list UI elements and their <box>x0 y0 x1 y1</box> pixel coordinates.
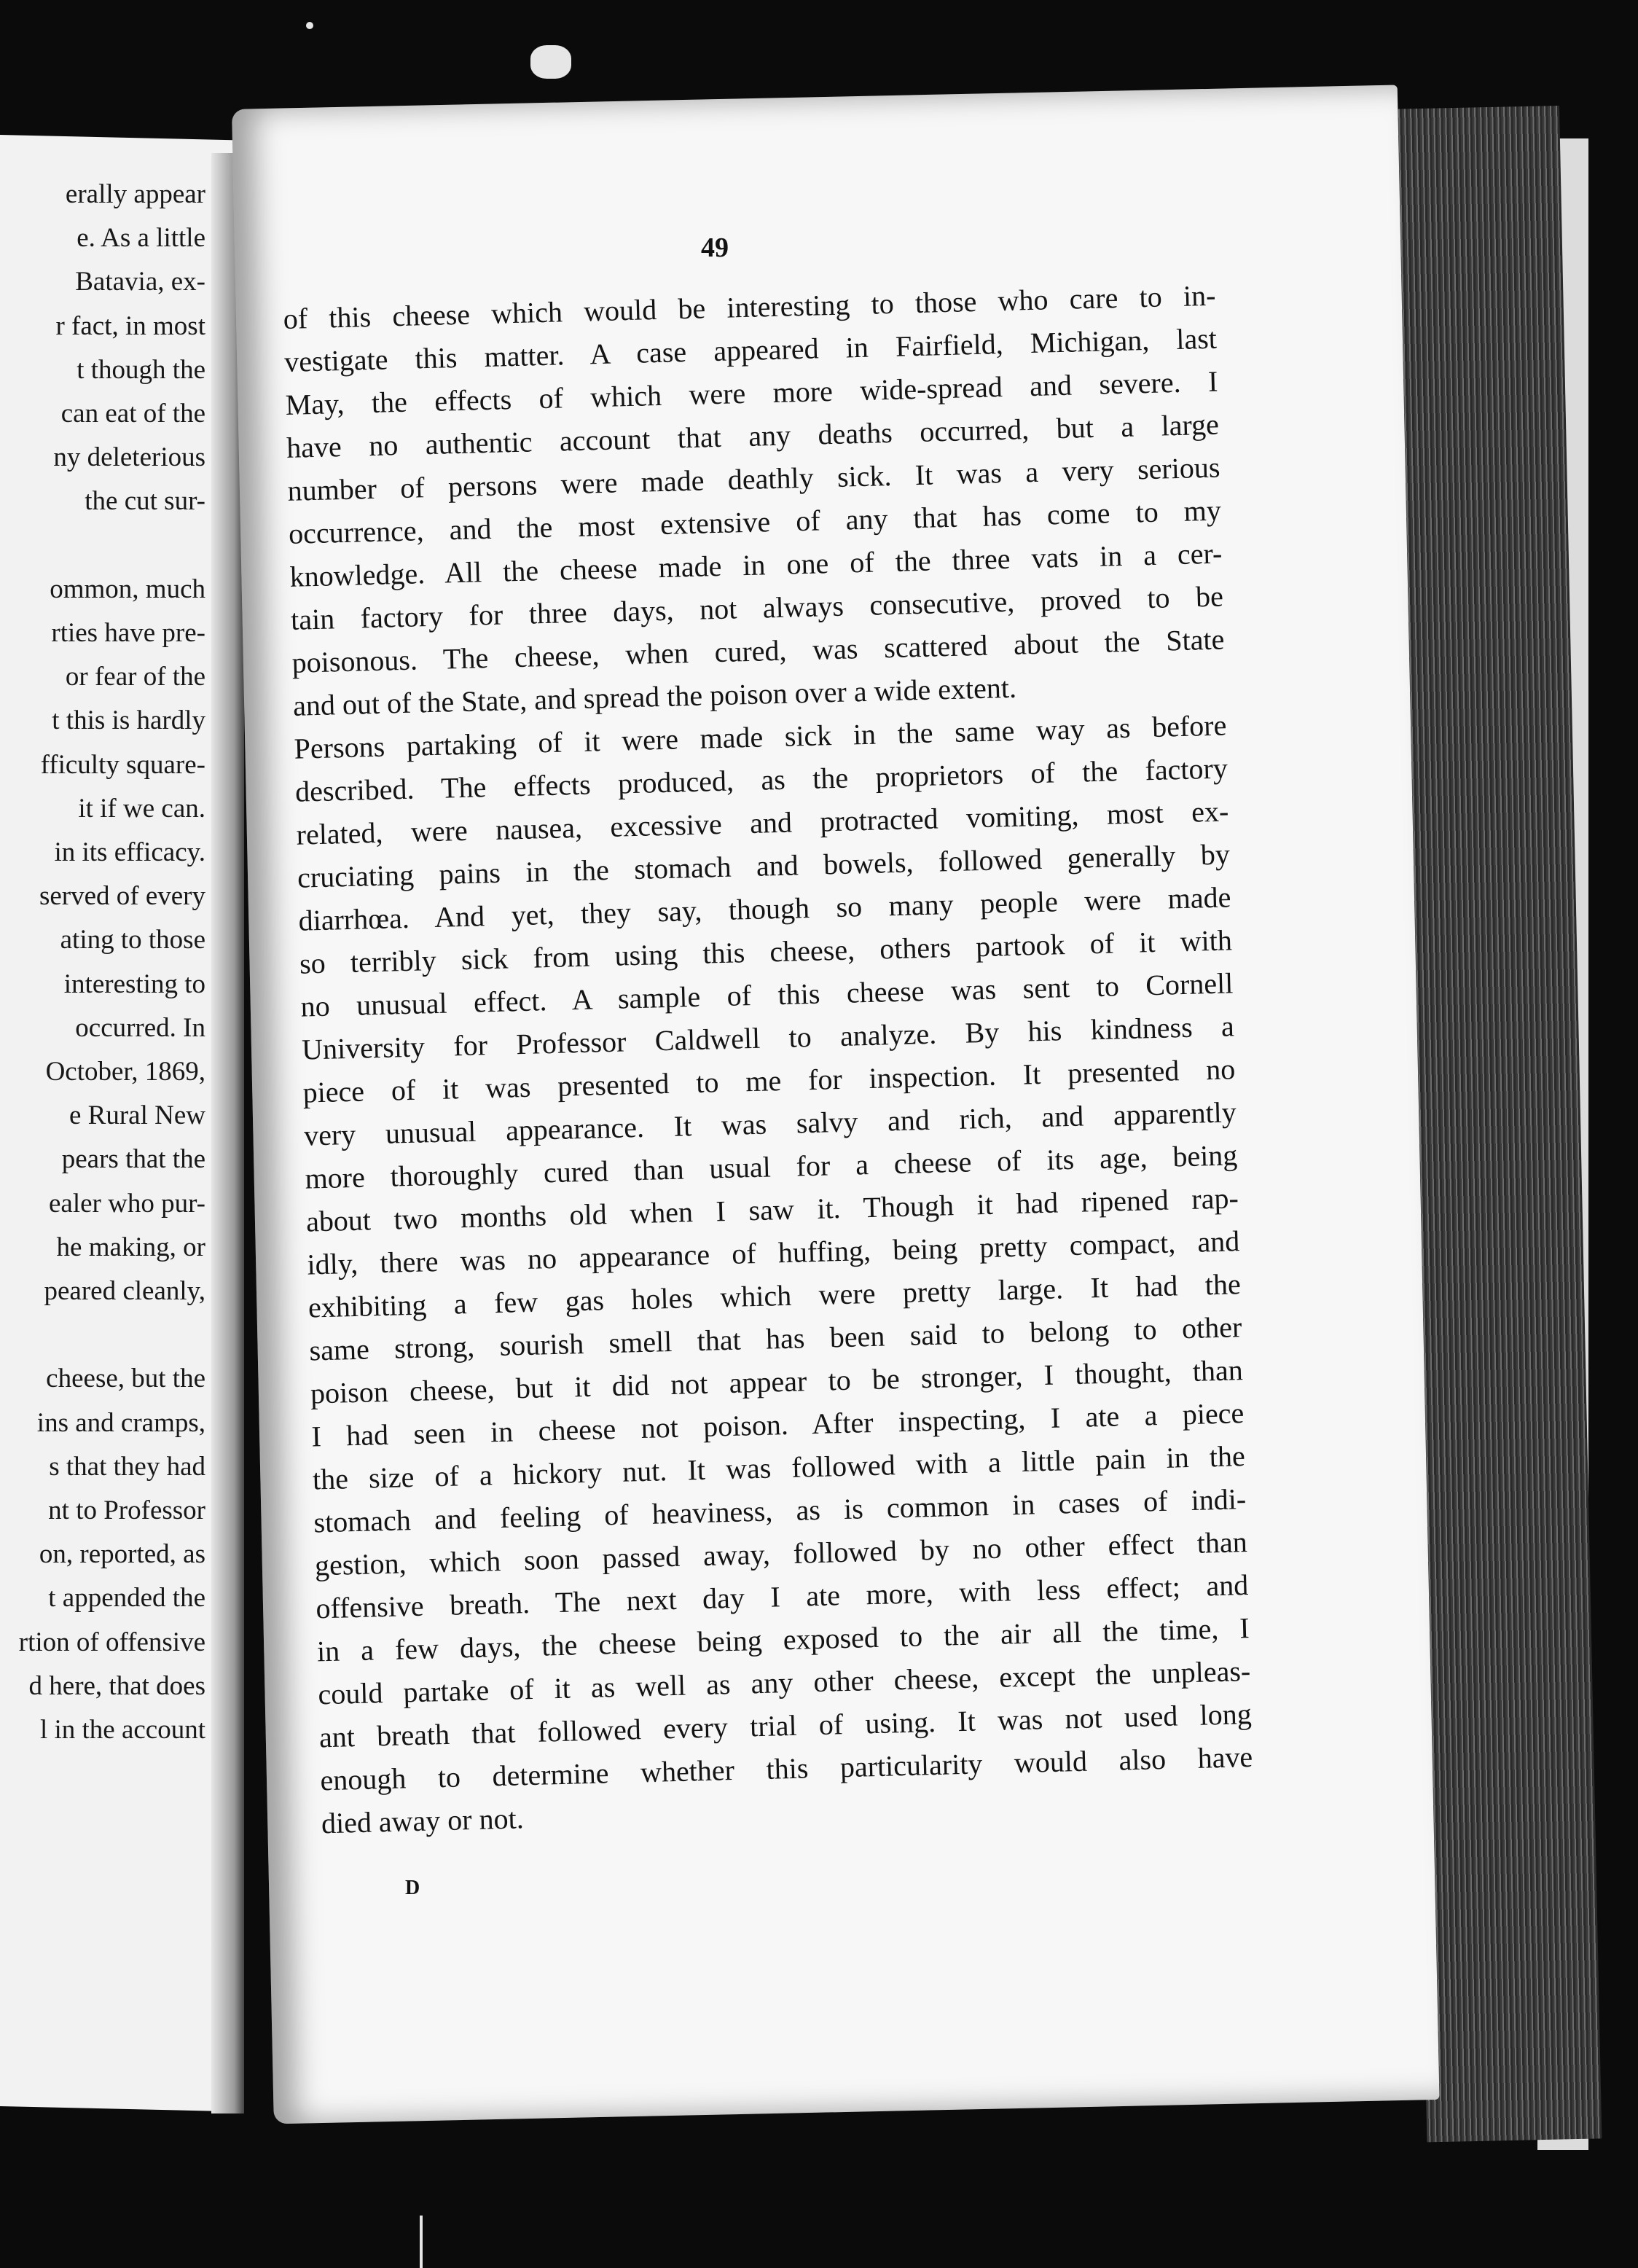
left-page-line: it if we can. <box>78 793 205 824</box>
left-page-line: s that they had <box>49 1451 205 1482</box>
body-line: Persons partaking of it were made sick in the same way as before <box>294 708 1227 765</box>
dust-speck <box>420 2216 423 2268</box>
body-line: so terribly sick from using this cheese, others partook of it with <box>299 923 1233 980</box>
body-line: cruciating pains in the stomach and bowels, followed generally by <box>297 837 1231 894</box>
left-page-line: in its efficacy. <box>54 837 205 867</box>
left-page-line: can eat of the <box>60 399 205 429</box>
body-line: same strong, sourish smell that has been said to belong to other <box>309 1310 1242 1367</box>
left-page-line: t though the <box>77 354 205 385</box>
body-line: exhibiting a few gas holes which were pretty large. It had the <box>307 1267 1242 1324</box>
left-page-line: l in the account <box>39 1715 205 1745</box>
left-page-line: ommon, much <box>50 574 205 604</box>
body-line: offensive breath. The next day I ate more, with less effect; and <box>315 1568 1249 1625</box>
left-page-line: ealer who pur- <box>49 1188 205 1219</box>
left-page-line: r fact, in most <box>55 310 205 341</box>
body-line: May, the effects of which were more wide-spread and severe. I <box>285 364 1218 421</box>
body-line: enough to determine whether this particularity would also have <box>319 1740 1253 1797</box>
body-line: idly, there was no appearance of huffing, being pretty compact, and <box>307 1224 1240 1281</box>
left-page-line: October, 1869, <box>45 1057 205 1087</box>
body-line: stomach and feeling of heaviness, as is common in cases of indi- <box>313 1482 1247 1539</box>
body-line: died away or not. <box>321 1802 525 1840</box>
left-page-line: pears that the <box>61 1144 205 1175</box>
body-line: in a few days, the cheese being exposed to the air all the time, I <box>316 1611 1250 1668</box>
left-page-line: ins and cramps, <box>36 1407 205 1438</box>
body-line: ant breath that followed every trial of using. It was not used long <box>318 1697 1253 1754</box>
left-page-line: d here, that does <box>28 1670 205 1701</box>
left-page-line: he making, or <box>56 1232 205 1262</box>
body-line: related, were nausea, excessive and protracted vomiting, most ex- <box>296 794 1229 851</box>
dust-speck <box>306 22 313 29</box>
body-line: poison cheese, but it did not appear to be stronger, I thought, than <box>310 1353 1244 1410</box>
body-line: have no authentic account that any deaths occurred, but a large <box>286 407 1220 464</box>
body-line: occurrence, and the most extensive of any that has come to my <box>288 493 1222 550</box>
left-page-line: rties have pre- <box>51 618 205 648</box>
left-page-line: ating to those <box>60 925 205 955</box>
body-line: and out of the State, and spread the poison over a wide extent. <box>292 670 1017 722</box>
body-line: I had seen in cheese not poison. After inspecting, I ate a piece <box>310 1396 1245 1453</box>
left-page-line: interesting to <box>63 969 205 999</box>
body-line: about two months old when I saw it. Though it had ripened rap- <box>305 1181 1239 1238</box>
left-page-line: peared cleanly, <box>44 1276 205 1306</box>
left-page-line: or fear of the <box>65 662 205 692</box>
signature-mark: D <box>405 1877 420 1899</box>
left-page-line: nt to Professor <box>48 1495 205 1525</box>
body-line: vestigate this matter. A case appeared in Fairfield, Michigan, last <box>283 321 1218 378</box>
body-line: diarrhœa. And yet, they say, though so many people were made <box>298 880 1231 937</box>
body-line: University for Professor Caldwell to analyze. By his kindness a <box>301 1009 1235 1066</box>
left-page-line: served of every <box>39 881 205 912</box>
left-page-line: t appended the <box>48 1583 205 1614</box>
body-line: gestion, which soon passed away, followed by no other effect than <box>314 1525 1248 1582</box>
left-page-line: e Rural New <box>69 1100 205 1131</box>
left-page-line: ny deleterious <box>53 442 205 473</box>
body-line: more thoroughly cured than usual for a cheese of its age, being <box>305 1138 1238 1195</box>
body-line: the size of a hickory nut. It was followed with a little pain in the <box>312 1439 1246 1496</box>
body-line: number of persons were made deathly sick. It was a very serious <box>287 450 1220 507</box>
body-line: could partake of it as well as any other cheese, except the unpleas- <box>317 1654 1251 1711</box>
body-line: poisonous. The cheese, when cured, was scattered about the State <box>291 622 1225 679</box>
body-text <box>283 274 1254 1845</box>
body-line: of this cheese which would be interesting to those who care to in- <box>283 278 1216 335</box>
left-page-line: cheese, but the <box>46 1364 205 1394</box>
body-line: tain factory for three days, not always consecutive, proved to be <box>290 579 1224 636</box>
body-line: piece of it was presented to me for inspection. It presented no <box>302 1052 1236 1109</box>
body-line: no unusual effect. A sample of this cheese was sent to Cornell <box>300 966 1234 1023</box>
left-page-line: occurred. In <box>75 1012 205 1043</box>
dust-speck <box>530 45 571 79</box>
page-number: 49 <box>701 232 729 263</box>
left-page-line: the cut sur- <box>85 486 205 517</box>
left-page-line: t this is hardly <box>52 705 205 736</box>
left-page-line: Batavia, ex- <box>75 267 205 297</box>
body-line: described. The effects produced, as the proprietors of the factory <box>294 751 1228 808</box>
body-line: very unusual appearance. It was salvy and rich, and apparently <box>303 1095 1237 1152</box>
left-page-line: erally appear <box>65 179 205 209</box>
left-page-line: on, reported, as <box>39 1539 205 1570</box>
body-line: knowledge. All the cheese made in one of the three vats in a cer- <box>289 536 1223 593</box>
left-page-line: rtion of offensive <box>18 1627 205 1657</box>
left-page-line: e. As a little <box>77 223 205 254</box>
left-page-line: fficulty square- <box>40 749 205 780</box>
